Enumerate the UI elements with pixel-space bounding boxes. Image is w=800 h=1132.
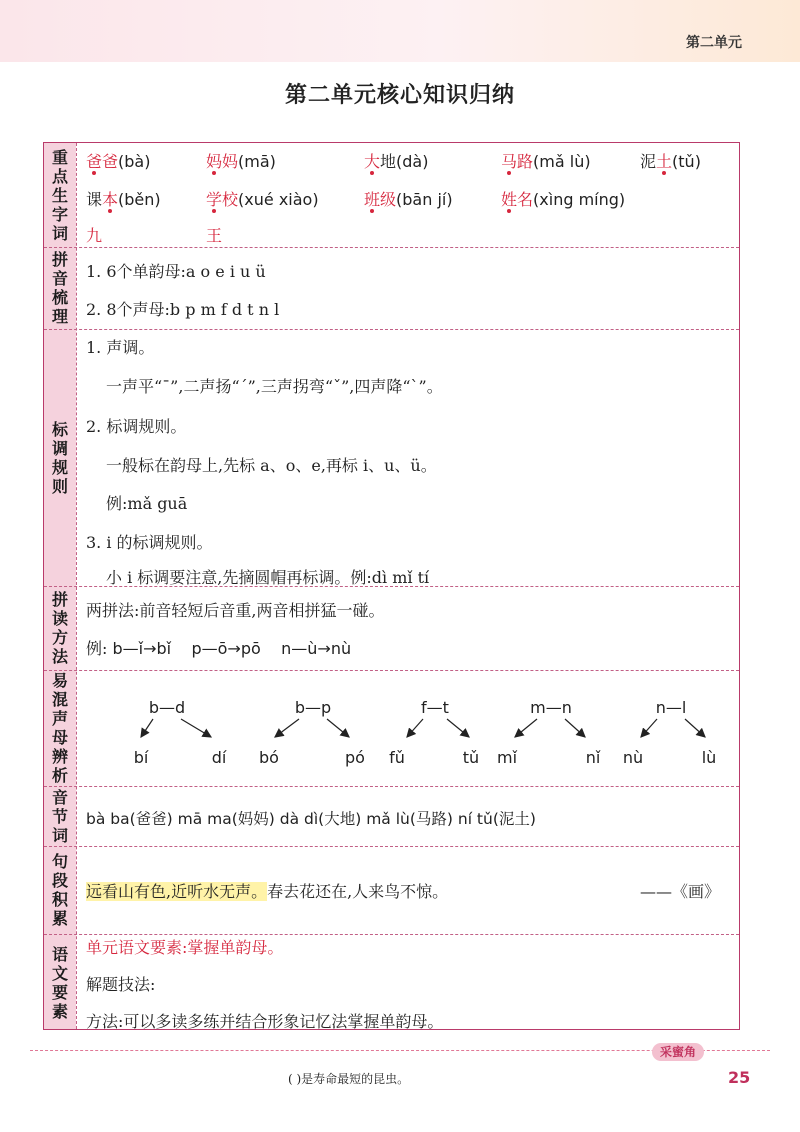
pair-right: dí — [211, 748, 227, 767]
tone-rule: 小 i 标调要注意,先摘圆帽再标调。例:dì mǐ tí — [106, 568, 430, 587]
emphasis-dot — [507, 209, 511, 213]
footer-badge: 采蜜角 — [652, 1043, 704, 1061]
tone-rule: 一声平“ˉ”,二声扬“ˊ”,三声拐弯“ˇ”,四声降“ˋ”。 — [106, 377, 443, 396]
emphasis-dot — [92, 171, 96, 175]
vocab-word: 妈 妈(mā) — [206, 149, 276, 172]
vocab-extra: 王 — [206, 226, 223, 245]
element-goal: 单元语文要素:掌握单韵母。 — [86, 938, 284, 957]
label-element: 语 文 要 素 — [51, 944, 68, 1021]
confuse-pair-5 — [623, 698, 716, 767]
vocab-extra: 九 — [86, 226, 103, 245]
pair-right: lù — [701, 748, 717, 767]
pair-top: f—t — [421, 698, 449, 717]
pair-top: b—d — [148, 698, 186, 717]
pair-left: mǐ — [496, 748, 518, 767]
poem-text: 远看山有色,近听水无声。春去花还在,人来鸟不惊。 — [86, 882, 449, 901]
label-vocab: 重 点 生 字 词 — [51, 147, 68, 243]
unit-tag: 第二单元 — [686, 35, 742, 51]
pair-top: n—l — [655, 698, 687, 717]
vocab-word: 姓 名(xìng míng) — [501, 187, 625, 210]
label-tone: 标 调 规 则 — [51, 419, 68, 496]
pair-left: fǔ — [389, 748, 405, 767]
confuse-diagram — [77, 671, 739, 785]
tone-heading: 1. 声调。 — [86, 338, 155, 357]
syllable-words: bà ba(爸爸) mā ma(妈妈) dà dì(大地) mǎ lù(马路) ní tǔ(泥土) — [86, 810, 536, 828]
emphasis-dot — [212, 171, 216, 175]
spell-method: 两拼法:前音轻短后音重,两音相拼猛一碰。 — [86, 601, 385, 620]
pair-top: b—p — [294, 698, 332, 717]
knowledge-table — [43, 142, 740, 1030]
label-confuse: 易 混 声 母 辨 析 — [51, 671, 68, 785]
row-divider — [44, 786, 739, 787]
label-spell: 拼 读 方 法 — [51, 590, 68, 666]
label-poem: 句 段 积 累 — [51, 852, 68, 928]
vocab-word: 学 校(xué xiào) — [206, 187, 319, 210]
emphasis-dot — [370, 209, 374, 213]
tone-example: 例:mǎ guā — [106, 494, 188, 513]
row-divider — [44, 247, 739, 248]
vocab-word: 爸 爸(bà) — [86, 149, 150, 172]
vocab-word: 泥土 (tǔ) — [640, 149, 701, 172]
pair-right: pó — [345, 748, 365, 767]
tone-rule: 一般标在韵母上,先标 a、o、e,再标 i、u、ü。 — [106, 456, 437, 475]
confuse-pair-3 — [389, 698, 479, 767]
row-divider — [44, 846, 739, 847]
pair-left: bó — [259, 748, 279, 767]
tone-heading: 2. 标调规则。 — [86, 417, 187, 436]
emphasis-dot — [507, 171, 511, 175]
header-band — [0, 0, 800, 62]
emphasis-dot — [212, 209, 216, 213]
confuse-pair-1 — [134, 698, 227, 767]
tone-heading: 3. i 的标调规则。 — [86, 533, 213, 552]
pair-left: bí — [133, 748, 149, 767]
pair-right: nǐ — [585, 748, 601, 767]
label-syllable: 音 节 词 — [51, 787, 68, 845]
pair-right: tǔ — [462, 748, 480, 767]
vowel-list: 1. 6个单韵母:a o e i u ü — [86, 262, 266, 281]
emphasis-dot — [662, 171, 666, 175]
element-method: 方法:可以多读多练并结合形象记忆法掌握单韵母。 — [86, 1012, 444, 1031]
pair-top: m—n — [530, 698, 572, 717]
vocab-word: 课本 (běn) — [86, 187, 161, 210]
confuse-pair-4 — [497, 698, 601, 767]
pair-left: nù — [622, 748, 644, 767]
poem-highlight: 远看山有色,近听水无声。 — [86, 882, 268, 901]
footer-question: ( )是寿命最短的昆虫。 — [288, 1072, 410, 1086]
label-pinyin: 拼 音 梳 理 — [51, 250, 68, 326]
vocab-word: 大 地(dà) — [364, 149, 428, 172]
element-technique: 解题技法: — [86, 975, 156, 994]
spell-example: 例: b—ǐ→bǐ p—ō→pō n—ù→nù — [86, 639, 352, 658]
vocab-word: 马 路(mǎ lù) — [501, 149, 591, 172]
poem-source: ——《画》 — [640, 882, 721, 901]
vocab-word: 班 级(bān jí) — [364, 187, 453, 210]
confuse-pair-2 — [259, 698, 365, 767]
emphasis-dot — [370, 171, 374, 175]
page-number: 25 — [728, 1068, 751, 1087]
row-divider — [44, 329, 739, 330]
initial-list: 2. 8个声母:b p m f d t n l — [86, 300, 280, 319]
emphasis-dot — [108, 209, 112, 213]
page-title: 第二单元核心知识归纳 — [284, 83, 515, 108]
